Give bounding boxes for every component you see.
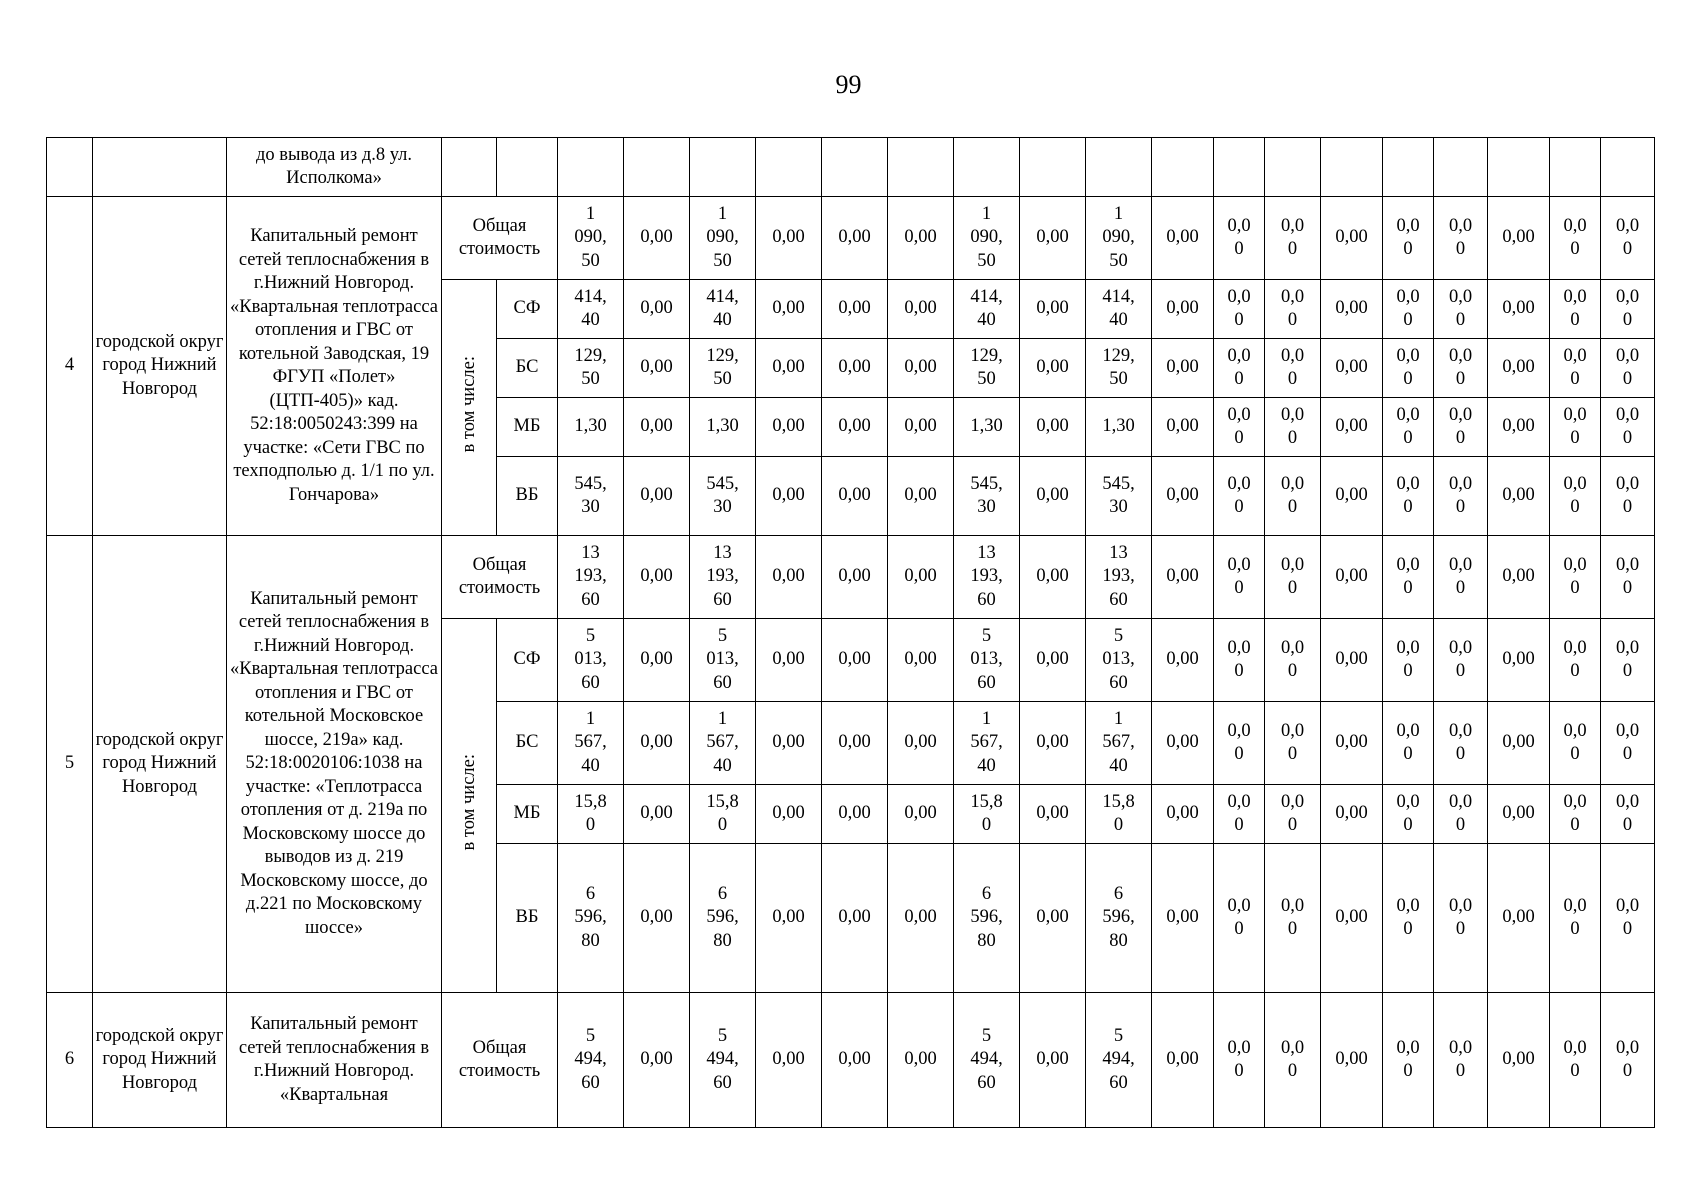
value-cell (822, 138, 888, 197)
value-cell: 0,0 0 (1434, 339, 1488, 398)
value-cell: 0,0 0 (1214, 339, 1265, 398)
value-cell: 0,00 (1488, 339, 1550, 398)
value-cell: 0,00 (1152, 280, 1214, 339)
value-cell: 1,30 (954, 398, 1020, 457)
value-cell: 0,0 0 (1550, 197, 1601, 280)
value-cell: 0,0 0 (1550, 619, 1601, 702)
value-cell: 0,00 (1321, 197, 1383, 280)
value-cell: 0,00 (756, 619, 822, 702)
value-cell: 0,0 0 (1214, 197, 1265, 280)
value-cell: 0,00 (1152, 197, 1214, 280)
value-cell: 0,0 0 (1214, 619, 1265, 702)
value-cell: 0,0 0 (1214, 993, 1265, 1128)
value-cell: 1 567, 40 (690, 702, 756, 785)
value-cell: 0,00 (756, 993, 822, 1128)
value-cell: 0,00 (822, 993, 888, 1128)
value-cell: 15,8 0 (954, 785, 1020, 844)
value-cell: 0,00 (888, 702, 954, 785)
value-cell: 0,00 (1020, 398, 1086, 457)
value-cell: 129, 50 (558, 339, 624, 398)
value-cell: 0,00 (1020, 993, 1086, 1128)
value-cell: 0,0 0 (1383, 339, 1434, 398)
value-cell: 6 596, 80 (954, 844, 1020, 993)
value-cell: 5 013, 60 (1086, 619, 1152, 702)
value-cell: 0,00 (756, 785, 822, 844)
value-cell: 0,00 (1020, 339, 1086, 398)
value-cell: 0,0 0 (1383, 844, 1434, 993)
total-cost-label: Общая стоимость (442, 993, 558, 1128)
value-cell (1550, 138, 1601, 197)
value-cell (1265, 138, 1321, 197)
value-cell: 0,0 0 (1550, 280, 1601, 339)
row-number-cell: 6 (47, 993, 93, 1128)
value-cell: 15,8 0 (690, 785, 756, 844)
value-cell: 0,0 0 (1434, 844, 1488, 993)
value-cell: 0,0 0 (1265, 536, 1321, 619)
page-number: 99 (835, 70, 862, 99)
value-cell: 1,30 (1086, 398, 1152, 457)
value-cell: 0,0 0 (1265, 339, 1321, 398)
value-cell: 0,00 (624, 339, 690, 398)
value-cell: 0,0 0 (1601, 457, 1655, 536)
value-cell: 13 193, 60 (1086, 536, 1152, 619)
value-cell (1321, 138, 1383, 197)
value-cell: 5 494, 60 (1086, 993, 1152, 1128)
value-cell: 0,0 0 (1265, 702, 1321, 785)
value-cell: 0,0 0 (1265, 197, 1321, 280)
value-cell: 0,0 0 (1265, 280, 1321, 339)
value-cell: 0,00 (888, 536, 954, 619)
municipality-cell: городской округ город Нижний Новгород (93, 993, 227, 1128)
value-cell: 0,00 (1488, 993, 1550, 1128)
value-cell: 0,00 (822, 339, 888, 398)
value-cell: 0,0 0 (1601, 702, 1655, 785)
value-cell: 0,0 0 (1550, 339, 1601, 398)
value-cell: 0,0 0 (1383, 993, 1434, 1128)
description-cell: до вывода из д.8 ул. Исполкома» (227, 138, 442, 197)
value-cell: 5 013, 60 (690, 619, 756, 702)
value-cell: 0,00 (888, 398, 954, 457)
value-cell: 6 596, 80 (558, 844, 624, 993)
value-cell (1020, 138, 1086, 197)
value-cell: 0,00 (1152, 339, 1214, 398)
value-cell (1383, 138, 1434, 197)
value-cell: 0,0 0 (1434, 280, 1488, 339)
value-cell: 0,0 0 (1601, 398, 1655, 457)
value-cell: 0,00 (888, 457, 954, 536)
value-cell: 0,00 (1488, 280, 1550, 339)
value-cell: 0,00 (1020, 197, 1086, 280)
value-cell: 0,00 (1321, 339, 1383, 398)
value-cell: 0,00 (756, 398, 822, 457)
value-cell (1488, 138, 1550, 197)
value-cell: 0,00 (1020, 536, 1086, 619)
value-cell: 0,0 0 (1265, 844, 1321, 993)
value-cell: 0,00 (1321, 844, 1383, 993)
value-cell: 0,00 (822, 702, 888, 785)
funding-source-label: БС (497, 339, 558, 398)
value-cell: 0,00 (822, 619, 888, 702)
project-total-row (47, 536, 1655, 619)
value-cell: 0,00 (1020, 844, 1086, 993)
value-cell: 129, 50 (954, 339, 1020, 398)
value-cell (1152, 138, 1214, 197)
value-cell: 0,00 (822, 280, 888, 339)
empty-cell (442, 138, 497, 197)
value-cell: 0,0 0 (1383, 702, 1434, 785)
value-cell: 0,00 (822, 785, 888, 844)
value-cell: 0,00 (822, 536, 888, 619)
value-cell: 0,0 0 (1601, 339, 1655, 398)
funding-source-label: БС (497, 702, 558, 785)
funding-source-label: МБ (497, 398, 558, 457)
value-cell: 0,00 (1321, 457, 1383, 536)
funding-source-label: СФ (497, 280, 558, 339)
value-cell: 0,00 (624, 536, 690, 619)
value-cell: 0,0 0 (1265, 993, 1321, 1128)
in-that-number-label: в том числе: (459, 753, 479, 850)
value-cell: 0,00 (624, 785, 690, 844)
value-cell: 0,00 (822, 197, 888, 280)
value-cell: 0,0 0 (1383, 398, 1434, 457)
project-total-row (47, 993, 1655, 1128)
value-cell: 0,00 (624, 197, 690, 280)
value-cell: 0,0 0 (1434, 785, 1488, 844)
value-cell: 545, 30 (558, 457, 624, 536)
value-cell: 0,00 (1152, 785, 1214, 844)
description-cell: Капитальный ремонт сетей теплоснабжения в г.Нижний Новгород. «Квартальная теплотрасса отопления и ГВС от котельной Заводская, 19 ФГУП «Полет» (ЦТП-405)» кад. 52:18:0050243:399 на участке: «Сети ГВС по техподполью д. 1/1 по ул. Гончарова» (227, 197, 442, 536)
value-cell: 0,00 (822, 398, 888, 457)
value-cell: 0,00 (1152, 398, 1214, 457)
value-cell: 545, 30 (954, 457, 1020, 536)
value-cell: 0,00 (624, 619, 690, 702)
value-cell: 0,0 0 (1265, 398, 1321, 457)
value-cell: 0,00 (1321, 993, 1383, 1128)
value-cell: 0,00 (1321, 785, 1383, 844)
value-cell: 0,0 0 (1601, 197, 1655, 280)
value-cell: 0,00 (1152, 702, 1214, 785)
value-cell: 0,00 (756, 339, 822, 398)
value-cell: 1 090, 50 (558, 197, 624, 280)
value-cell: 0,00 (1321, 280, 1383, 339)
value-cell: 0,00 (1488, 785, 1550, 844)
row-number-cell (47, 138, 93, 197)
municipality-cell: городской округ город Нижний Новгород (93, 197, 227, 536)
value-cell: 0,0 0 (1550, 785, 1601, 844)
value-cell: 414, 40 (954, 280, 1020, 339)
value-cell: 0,00 (1321, 536, 1383, 619)
value-cell: 1 567, 40 (954, 702, 1020, 785)
value-cell: 0,0 0 (1214, 536, 1265, 619)
value-cell: 0,0 0 (1214, 457, 1265, 536)
value-cell: 0,0 0 (1601, 536, 1655, 619)
value-cell: 1 090, 50 (1086, 197, 1152, 280)
row-number-cell: 4 (47, 197, 93, 536)
value-cell: 0,00 (756, 280, 822, 339)
value-cell: 0,00 (1321, 619, 1383, 702)
total-cost-label: Общая стоимость (442, 197, 558, 280)
municipality-cell (93, 138, 227, 197)
in-that-number-cell (442, 619, 497, 993)
value-cell: 545, 30 (690, 457, 756, 536)
in-that-number-cell (442, 280, 497, 536)
value-cell: 0,00 (1488, 197, 1550, 280)
value-cell: 1 090, 50 (954, 197, 1020, 280)
value-cell: 0,0 0 (1601, 993, 1655, 1128)
value-cell: 414, 40 (1086, 280, 1152, 339)
value-cell: 0,0 0 (1214, 398, 1265, 457)
funding-source-label: ВБ (497, 844, 558, 993)
value-cell (1601, 138, 1655, 197)
value-cell (954, 138, 1020, 197)
value-cell: 0,0 0 (1214, 844, 1265, 993)
value-cell: 0,00 (1020, 457, 1086, 536)
value-cell: 0,0 0 (1383, 280, 1434, 339)
value-cell: 0,0 0 (1550, 457, 1601, 536)
funding-source-label: СФ (497, 619, 558, 702)
value-cell: 0,0 0 (1214, 702, 1265, 785)
value-cell: 1 567, 40 (558, 702, 624, 785)
value-cell: 13 193, 60 (954, 536, 1020, 619)
value-cell: 0,00 (888, 339, 954, 398)
value-cell: 414, 40 (690, 280, 756, 339)
value-cell: 0,0 0 (1601, 619, 1655, 702)
value-cell (690, 138, 756, 197)
value-cell: 0,00 (1488, 398, 1550, 457)
value-cell: 13 193, 60 (690, 536, 756, 619)
value-cell: 0,00 (822, 457, 888, 536)
value-cell: 0,00 (1488, 457, 1550, 536)
value-cell: 0,00 (1152, 993, 1214, 1128)
value-cell: 1,30 (690, 398, 756, 457)
value-cell: 0,00 (1488, 619, 1550, 702)
value-cell: 0,0 0 (1550, 844, 1601, 993)
value-cell: 0,00 (1152, 536, 1214, 619)
value-cell (756, 138, 822, 197)
description-cell: Капитальный ремонт сетей теплоснабжения в г.Нижний Новгород. «Квартальная (227, 993, 442, 1128)
value-cell: 0,00 (1152, 844, 1214, 993)
value-cell: 0,0 0 (1383, 536, 1434, 619)
value-cell: 0,0 0 (1383, 785, 1434, 844)
value-cell: 0,00 (1321, 702, 1383, 785)
value-cell: 1 567, 40 (1086, 702, 1152, 785)
value-cell (558, 138, 624, 197)
value-cell: 0,0 0 (1434, 993, 1488, 1128)
value-cell: 5 013, 60 (954, 619, 1020, 702)
value-cell: 0,0 0 (1550, 398, 1601, 457)
value-cell: 5 494, 60 (690, 993, 756, 1128)
value-cell: 0,00 (756, 844, 822, 993)
value-cell: 0,00 (624, 702, 690, 785)
value-cell: 0,00 (888, 844, 954, 993)
value-cell: 0,0 0 (1434, 619, 1488, 702)
project-total-row (47, 197, 1655, 280)
value-cell: 0,00 (1488, 702, 1550, 785)
value-cell: 13 193, 60 (558, 536, 624, 619)
value-cell: 6 596, 80 (690, 844, 756, 993)
value-cell: 0,0 0 (1601, 785, 1655, 844)
value-cell: 0,0 0 (1434, 536, 1488, 619)
value-cell: 1 090, 50 (690, 197, 756, 280)
value-cell (624, 138, 690, 197)
value-cell: 0,00 (822, 844, 888, 993)
in-that-number-label: в том числе: (459, 355, 479, 452)
description-cell: Капитальный ремонт сетей теплоснабжения в г.Нижний Новгород. «Квартальная теплотрасса отопления и ГВС от котельной Московское шоссе, 219а» кад. 52:18:0020106:1038 на участке: «Теплотрасса отопления от д. 219а по Московскому шоссе до выводов из д. 219 Московскому шоссе, до д.221 по Московскому шоссе» (227, 536, 442, 993)
funding-source-label: МБ (497, 785, 558, 844)
value-cell: 0,00 (1020, 280, 1086, 339)
value-cell: 0,0 0 (1265, 457, 1321, 536)
value-cell: 0,0 0 (1265, 619, 1321, 702)
value-cell: 0,0 0 (1550, 993, 1601, 1128)
value-cell: 5 494, 60 (558, 993, 624, 1128)
value-cell: 0,00 (1152, 619, 1214, 702)
value-cell: 0,00 (1020, 702, 1086, 785)
value-cell: 0,00 (1020, 619, 1086, 702)
value-cell: 545, 30 (1086, 457, 1152, 536)
value-cell (888, 138, 954, 197)
value-cell (1214, 138, 1265, 197)
value-cell: 0,0 0 (1214, 785, 1265, 844)
value-cell: 15,8 0 (1086, 785, 1152, 844)
value-cell: 129, 50 (690, 339, 756, 398)
empty-cell (497, 138, 558, 197)
value-cell: 0,00 (756, 702, 822, 785)
value-cell: 5 013, 60 (558, 619, 624, 702)
value-cell: 0,00 (756, 536, 822, 619)
value-cell: 0,0 0 (1383, 619, 1434, 702)
value-cell: 0,00 (1488, 536, 1550, 619)
municipality-cell: городской округ город Нижний Новгород (93, 536, 227, 993)
value-cell: 0,00 (1152, 457, 1214, 536)
row-number-cell: 5 (47, 536, 93, 993)
value-cell: 0,00 (624, 844, 690, 993)
value-cell: 0,00 (624, 457, 690, 536)
value-cell: 0,00 (1488, 844, 1550, 993)
value-cell: 0,00 (624, 993, 690, 1128)
value-cell: 5 494, 60 (954, 993, 1020, 1128)
value-cell: 15,8 0 (558, 785, 624, 844)
value-cell: 0,0 0 (1434, 702, 1488, 785)
funding-source-label: ВБ (497, 457, 558, 536)
value-cell: 0,00 (888, 785, 954, 844)
total-cost-label: Общая стоимость (442, 536, 558, 619)
continuation-row (47, 138, 1655, 197)
value-cell: 414, 40 (558, 280, 624, 339)
value-cell: 0,0 0 (1214, 280, 1265, 339)
value-cell: 0,0 0 (1550, 536, 1601, 619)
value-cell: 0,00 (756, 197, 822, 280)
value-cell: 0,0 0 (1601, 280, 1655, 339)
value-cell: 0,0 0 (1434, 457, 1488, 536)
value-cell: 0,00 (888, 280, 954, 339)
value-cell: 0,00 (1020, 785, 1086, 844)
value-cell: 0,00 (756, 457, 822, 536)
value-cell: 0,0 0 (1383, 457, 1434, 536)
value-cell: 0,0 0 (1550, 702, 1601, 785)
value-cell: 0,00 (888, 619, 954, 702)
value-cell: 0,00 (624, 398, 690, 457)
value-cell: 6 596, 80 (1086, 844, 1152, 993)
investment-table (46, 137, 1655, 1128)
value-cell: 0,00 (888, 197, 954, 280)
value-cell: 0,0 0 (1434, 197, 1488, 280)
value-cell: 0,0 0 (1383, 197, 1434, 280)
value-cell: 129, 50 (1086, 339, 1152, 398)
value-cell: 0,00 (888, 993, 954, 1128)
value-cell: 0,0 0 (1265, 785, 1321, 844)
value-cell: 0,0 0 (1434, 398, 1488, 457)
value-cell: 1,30 (558, 398, 624, 457)
value-cell: 0,00 (1321, 398, 1383, 457)
value-cell: 0,00 (624, 280, 690, 339)
value-cell (1086, 138, 1152, 197)
value-cell: 0,0 0 (1601, 844, 1655, 993)
value-cell (1434, 138, 1488, 197)
